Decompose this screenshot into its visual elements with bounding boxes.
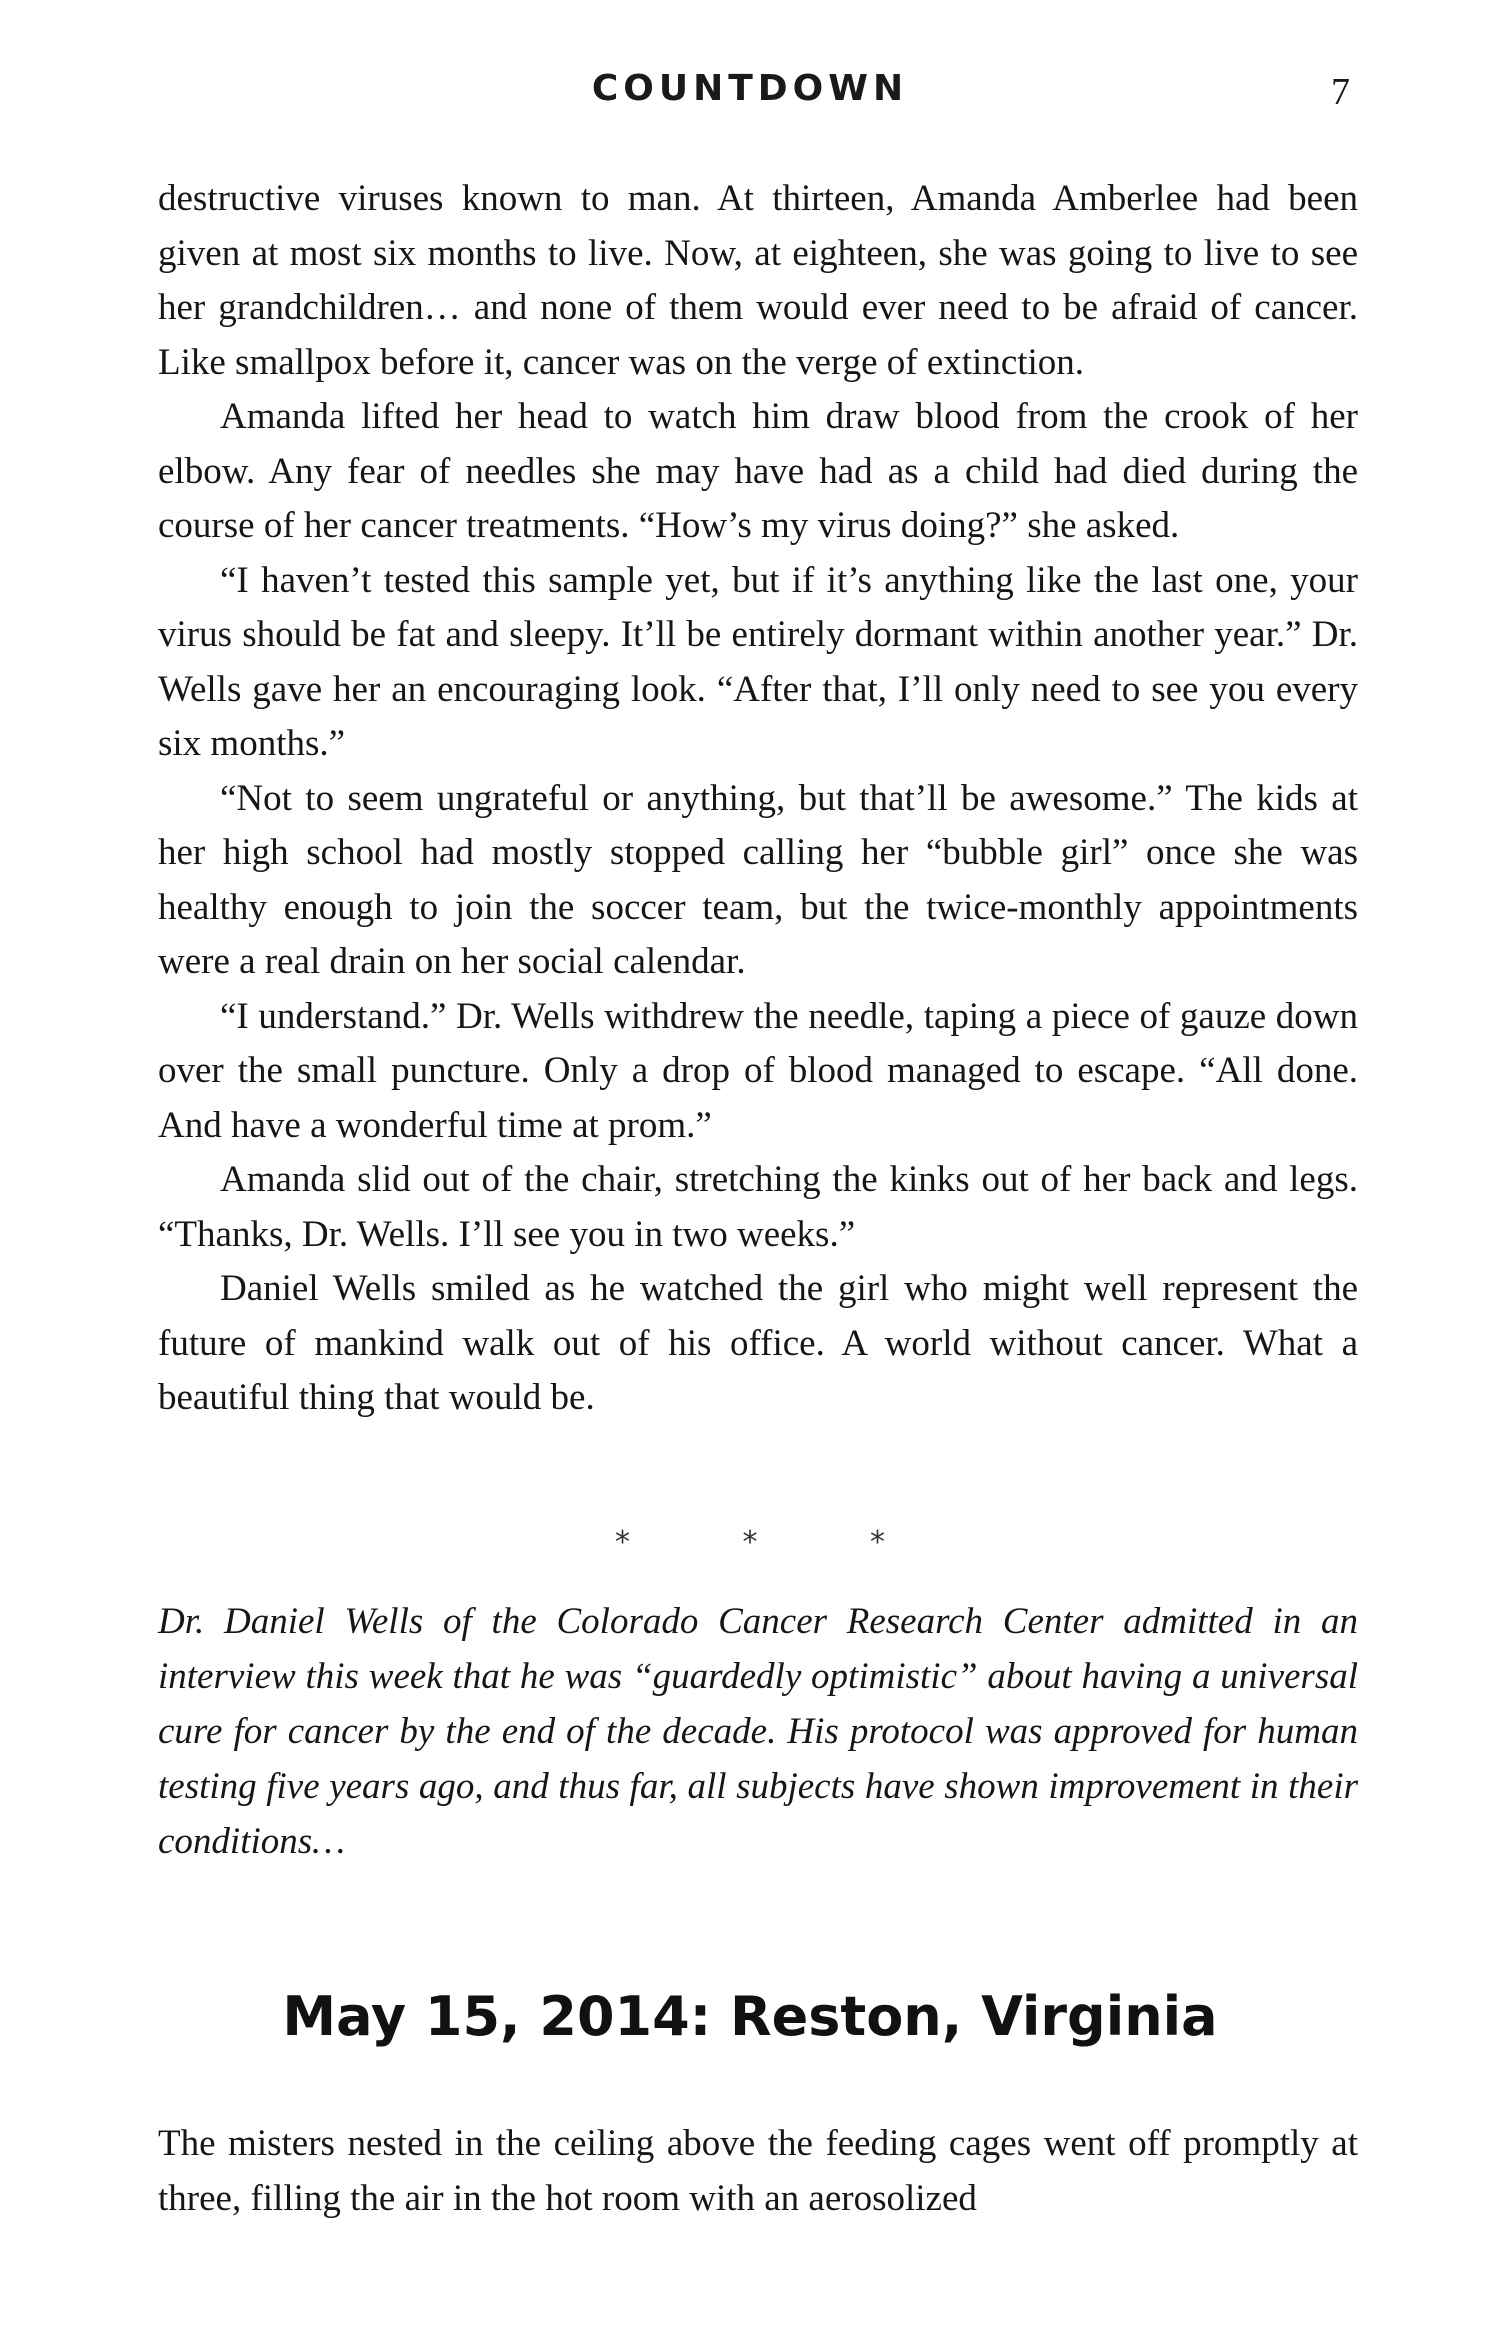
paragraph: destructive viruses known to man. At thirteen, Amanda Amberlee had been given at most six months to live. Now, at eighteen, she was going to live to see her grandchildren… and none of them would ever need to be afraid of cancer. Like smallpox before it, cancer was on the verge of extinction. — [158, 178, 1358, 383]
page-number: 7 — [1331, 71, 1350, 113]
body-text — [158, 172, 1358, 1426]
paragraph: Amanda slid out of the chair, stretching the kinks out of her back and legs. “Thanks, Dr. Wells. I’ll see you in two weeks.” — [158, 1159, 1358, 1255]
paragraph: Daniel Wells smiled as he watched the girl who might well represent the future of mankind walk out of his office. A world without cancer. What a beautiful thing that would be. — [158, 1268, 1358, 1418]
paragraph: “I understand.” Dr. Wells withdrew the needle, taping a piece of gauze down over the small puncture. Only a drop of blood managed to escape. “All done. And have a wonderful time at prom.” — [158, 995, 1358, 1146]
paragraph: “Not to seem ungrateful or anything, but that’ll be awesome.” The kids at her high school had mostly stopped calling her “bubble girl” once she was healthy enough to join the soccer team, but the twice-monthly appointments were a real drain on her social calendar. — [158, 777, 1358, 982]
paragraph: “I haven’t tested this sample yet, but if it’s anything like the last one, your virus should be fat and sleepy. It’ll be entirely dormant within another year.” Dr. Wells gave her an encouraging look. “After that, I’ll only need to see you every six months.” — [158, 559, 1358, 764]
news-excerpt: Dr. Daniel Wells of the Colorado Cancer Research Center admitted in an interview this week that he was “guardedly optimistic” about having a universal cure for cancer by the end of the decade. His protocol was approved for human testing five years ago, and thus far, all subjects have shown improvement in their conditions… — [158, 1601, 1358, 1862]
chapter-opening-paragraph: The misters nested in the ceiling above the feeding cages went off promptly at three, filling the air in the hot room with an aerosolized — [158, 2123, 1358, 2219]
running-title: COUNTDOWN — [591, 68, 909, 109]
chapter-heading: May 15, 2014: Reston, Virginia — [282, 1985, 1218, 2048]
asterisk-ornament: * — [614, 1525, 630, 1560]
asterisk-ornament: * — [870, 1525, 886, 1560]
paragraph: Amanda lifted her head to watch him draw blood from the crook of her elbow. Any fear of needles she may have had as a child had died during the course of her cancer treatments. “How’s my virus doing?” she asked. — [158, 396, 1358, 546]
scene-break — [0, 1525, 1500, 1560]
asterisk-ornament: * — [742, 1525, 758, 1560]
running-head — [0, 68, 1500, 118]
